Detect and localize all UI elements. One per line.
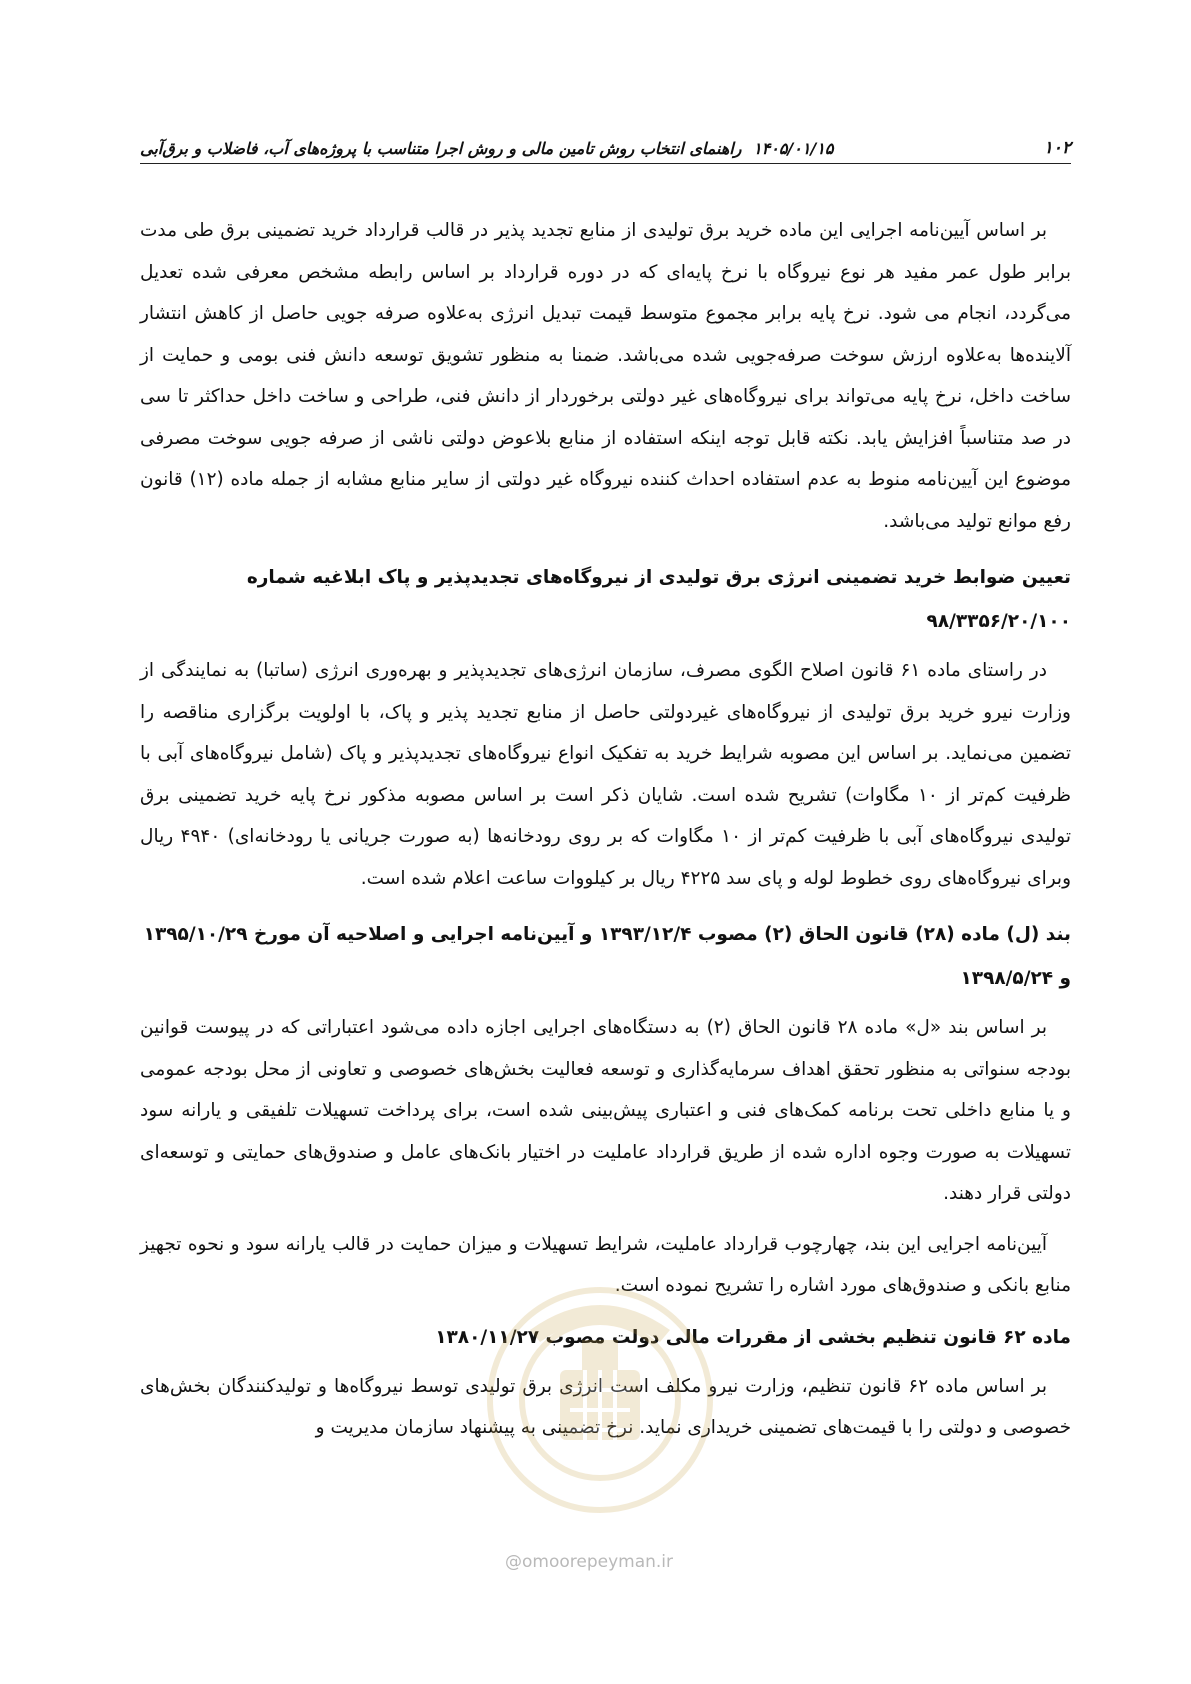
header-date: ۱۴۰۵/۰۱/۱۵ [753, 139, 834, 158]
paragraph: آیین‌نامه اجرایی این بند، چهارچوب قرارداد عاملیت، شرایط تسهیلات و میزان حمایت در قالب یارانه سود و نحوه تجهیز منابع بانکی و صندوق‌های مورد اشاره را تشریح نموده است. [140, 1233, 1071, 1296]
paragraph: بر اساس ماده ۶۲ قانون تنظیم، وزارت نیرو مکلف است انرژی برق تولیدی توسط نیروگاه‌ها و تولیدکنندگان بخش‌های خصوصی و دولتی را با قیمت‌های تضمینی خریداری نماید. نرخ تضمینی به پیشنهاد سازمان مدیریت و [140, 1375, 1071, 1438]
watermark-url: @omoorepeyman.ir [505, 1552, 674, 1572]
running-title [140, 139, 1004, 158]
header-title: راهنمای انتخاب روش تامین مالی و روش اجرا متناسب با پروژه‌های آب، فاضلاب و برق‌آبی [140, 139, 742, 158]
section-heading: تعیین ضوابط خرید تضمینی انرژی برق تولیدی از نیروگاه‌های تجدیدپذیر و پاک ابلاغیه شماره ۹۸/۳۳۵۶/۲۰/۱۰۰ [246, 567, 1071, 632]
page-number: ۱۰۲ [1043, 138, 1071, 158]
section-heading: ماده ۶۲ قانون تنظیم بخشی از مقررات مالی دولت مصوب ۱۳۸۰/۱۱/۲۷ [435, 1326, 1071, 1348]
header-rule [140, 163, 1071, 164]
paragraph: بر اساس بند «ل» ماده ۲۸ قانون الحاق (۲) به دستگاه‌های اجرایی اجازه داده می‌شود اعتباراتی که در پیوست قوانین بودجه سنواتی به منظور تحقق اهداف سرمایه‌گذاری و توسعه فعالیت بخش‌های خصوصی و تعاونی از محل بودجه عمومی و یا منابع داخلی تحت برنامه کمک‌های فنی و اعتباری پیش‌بینی شده است، برای پرداخت تسهیلات تلفیقی و یارانه سود تسهیلات به صورت وجوه اداره شده از طریق قرارداد عاملیت در اختیار بانک‌های عامل و صندوق‌های حمایتی و توسعه‌ای دولتی قرار دهند. [140, 1017, 1071, 1204]
section-heading: بند (ل) ماده (۲۸) قانون الحاق (۲) مصوب ۱۳۹۳/۱۲/۴ و آیین‌نامه اجرایی و اصلاحیه آن مورخ ۱۳۹۵/۱۰/۲۹ و ۱۳۹۸/۵/۲۴ [143, 924, 1071, 989]
page-body [140, 210, 1071, 1458]
page-header [140, 122, 1071, 158]
paragraph: در راستای ماده ۶۱ قانون اصلاح الگوی مصرف، سازمان انرژی‌های تجدیدپذیر و بهره‌وری انرژی (ساتبا) به نمایندگی از وزارت نیرو خرید برق تولیدی از نیروگاه‌های غیردولتی حاصل از منابع تجدید پذیر و پاک، با اولویت برگزاری مناقصه را تضمین می‌نماید. بر اساس این مصوبه شرایط خرید به تفکیک انواع نیروگاه‌های تجدیدپذیر و پاک (شامل نیروگاه‌های آبی با ظرفیت کم‌تر از ۱۰ مگاوات) تشریح شده است. شایان ذکر است بر اساس مصوبه مذکور نرخ پایه خرید تضمینی برق تولیدی نیروگاه‌های آبی با ظرفیت کم‌تر از ۱۰ مگاوات که بر روی رودخانه‌ها (به صورت جریانی یا رودخانه‌ای) ۴۹۴۰ ریال وبرای نیروگاه‌های روی خطوط لوله و پای سد ۴۲۲۵ ریال بر کیلووات ساعت اعلام شده است. [140, 660, 1072, 889]
paragraph: بر اساس آیین‌نامه اجرایی این ماده خرید برق تولیدی از منابع تجدید پذیر در قالب قرارداد خرید تضمینی برق طی مدت برابر طول عمر مفید هر نوع نیروگاه با نرخ پایه‌ای که در دوره قرارداد بر اساس رابطه مشخص معرفی شده تعدیل می‌گردد، انجام می شود. نرخ پایه برابر مجموع متوسط قیمت تبدیل انرژی به‌علاوه صرفه جویی حاصل از کاهش انتشار آلاینده‌ها به‌علاوه ارزش سوخت صرفه‌جویی شده می‌باشد. ضمنا به منظور تشویق توسعه دانش فنی بومی و حمایت از ساخت داخل، نرخ پایه می‌تواند برای نیروگاه‌های غیر دولتی برخوردار از دانش فنی، طراحی و ساخت داخل حداکثر تا سی در صد متناسباً افزایش یابد. نکته قابل توجه اینکه استفاده از منابع بلاعوض دولتی ناشی از صرفه جویی سوخت مصرفی موضوع این آیین‌نامه منوط به عدم استفاده احداث کننده نیروگاه غیر دولتی از سایر منابع مشابه از جمله ماده (۱۲) قانون رفع موانع تولید می‌باشد. [140, 220, 1071, 532]
